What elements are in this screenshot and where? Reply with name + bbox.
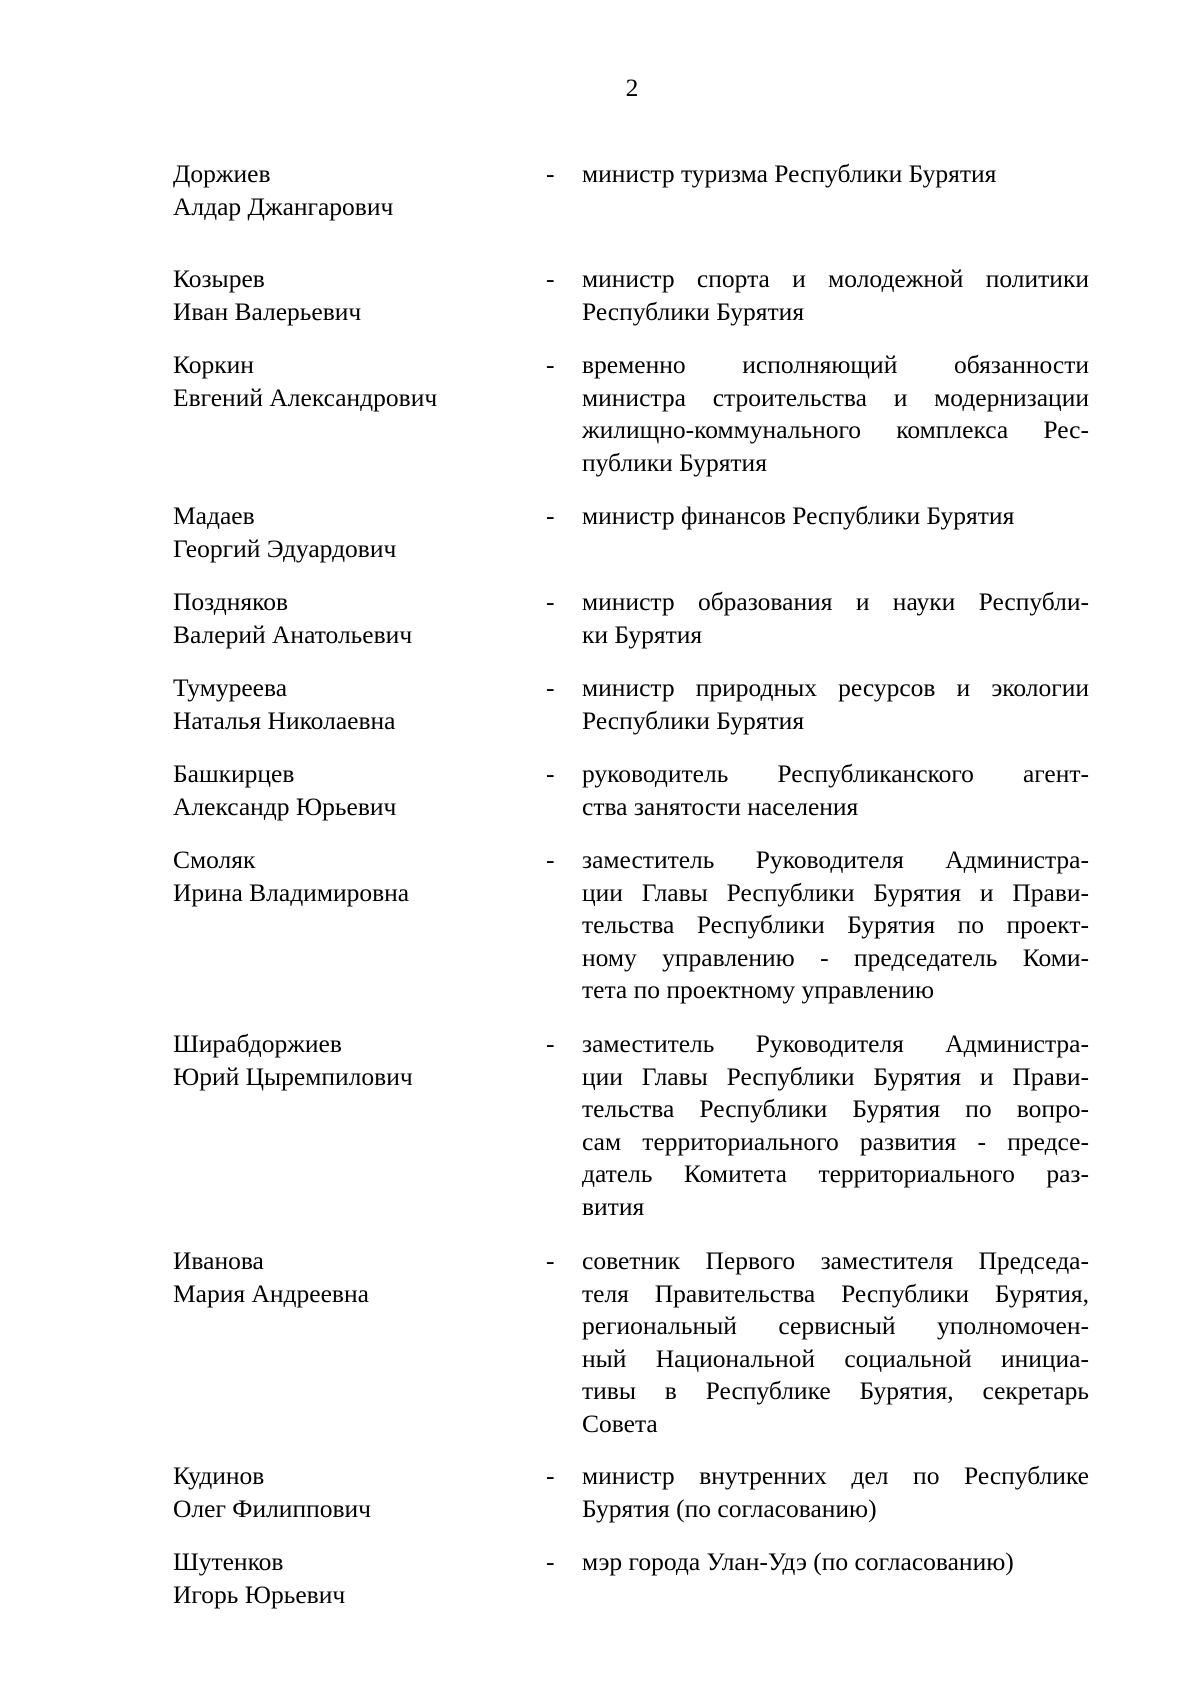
member-surname: Козырев [173, 264, 265, 293]
member-given-name: Алдар Джангарович [173, 191, 394, 221]
member-name [173, 349, 513, 414]
member-role [582, 586, 1089, 651]
dash-separator: - [546, 759, 555, 788]
role-line: министр природных ресурсов и экологии [582, 673, 1089, 702]
role-line: ки Бурятия [582, 619, 703, 649]
member-name [173, 1245, 513, 1310]
member-surname: Смоляк [173, 845, 256, 874]
role-line: министр финансов Республики Бурятия [582, 501, 1015, 530]
role-line: публики Бурятия [582, 447, 767, 477]
member-role [582, 1546, 1089, 1579]
member-role [582, 1460, 1089, 1525]
role-line: датель Комитета территориального раз- [582, 1159, 1089, 1188]
role-line: Республики Бурятия [582, 296, 805, 326]
member-name [173, 158, 513, 223]
member-name [173, 263, 513, 328]
dash-separator: - [546, 673, 555, 702]
role-line: вития [582, 1191, 645, 1221]
member-surname: Мадаев [173, 501, 255, 530]
role-line: министр внутренних дел по Республике [582, 1461, 1089, 1490]
member-name [173, 500, 513, 565]
member-given-name: Георгий Эдуардович [173, 533, 397, 563]
member-name [173, 586, 513, 651]
member-given-name: Мария Андреевна [173, 1278, 369, 1308]
member-surname: Иванова [173, 1246, 264, 1275]
member-role [582, 844, 1089, 1007]
member-given-name: Александр Юрьевич [173, 791, 397, 821]
member-name [173, 1028, 513, 1093]
role-line: министр образования и науки Республи- [582, 587, 1089, 616]
role-line: министр спорта и молодежной политики [582, 264, 1089, 293]
role-line: тивы в Республике Бурятия, секретарь [582, 1376, 1089, 1405]
role-line: тета по проектному управлению [582, 975, 935, 1004]
role-line: министр туризма Республики Бурятия [582, 159, 997, 188]
dash-separator: - [546, 587, 555, 616]
role-line: Совета [582, 1408, 658, 1438]
member-role [582, 1028, 1089, 1223]
role-line: ции Главы Республики Бурятия и Прави- [582, 877, 1089, 907]
member-role [582, 158, 1089, 191]
member-surname: Кудинов [173, 1461, 265, 1490]
role-line: заместитель Руководителя Администра- [582, 1029, 1089, 1058]
role-line: теля Правительства Республики Бурятия, [582, 1278, 1089, 1308]
role-line: региональный сервисный уполномочен- [582, 1311, 1089, 1340]
role-line: временно исполняющий обязанности [582, 350, 1089, 379]
dash-separator: - [546, 501, 555, 530]
member-given-name: Ирина Владимировна [173, 877, 410, 907]
member-name [173, 672, 513, 737]
role-line: Республики Бурятия [582, 705, 805, 735]
role-line: ства занятости населения [582, 791, 859, 821]
member-given-name: Валерий Анатольевич [173, 619, 413, 649]
member-name [173, 1546, 513, 1611]
member-surname: Башкирцев [173, 759, 295, 788]
member-surname: Тумуреева [173, 673, 288, 702]
dash-separator: - [546, 350, 555, 379]
role-line: советник Первого заместителя Председа- [582, 1246, 1089, 1275]
role-line: руководитель Республиканского агент- [582, 759, 1089, 788]
member-role [582, 263, 1089, 328]
role-line: жилищно-коммунального комплекса Рес- [582, 415, 1089, 444]
member-surname: Доржиев [173, 159, 271, 188]
role-line: ный Национальной социальной инициа- [582, 1343, 1089, 1373]
member-surname: Ширабдоржиев [173, 1029, 342, 1058]
dash-separator: - [546, 1029, 555, 1058]
role-line: мэр города Улан-Удэ (по согласованию) [582, 1547, 1014, 1576]
member-surname: Поздняков [173, 587, 289, 616]
member-given-name: Олег Филиппович [173, 1493, 372, 1523]
member-given-name: Игорь Юрьевич [173, 1579, 346, 1609]
dash-separator: - [546, 1461, 555, 1490]
member-role [582, 349, 1089, 479]
member-role [582, 1245, 1089, 1440]
role-line: Бурятия (по согласованию) [582, 1493, 877, 1523]
member-surname: Шутенков [173, 1547, 284, 1576]
role-line: тельства Республики Бурятия по проект- [582, 910, 1089, 939]
dash-separator: - [546, 845, 555, 874]
member-name [173, 758, 513, 823]
member-given-name: Иван Валерьевич [173, 296, 362, 326]
member-name [173, 844, 513, 909]
role-line: министра строительства и модернизации [582, 382, 1089, 412]
role-line: ному управлению - председатель Коми- [582, 942, 1089, 972]
member-surname: Коркин [173, 350, 254, 379]
member-given-name: Юрий Цыремпилович [173, 1061, 413, 1091]
member-role [582, 672, 1089, 737]
role-line: тельства Республики Бурятия по вопро- [582, 1094, 1089, 1123]
dash-separator: - [546, 264, 555, 293]
role-line: заместитель Руководителя Администра- [582, 845, 1089, 874]
member-given-name: Евгений Александрович [173, 382, 438, 412]
role-line: ции Главы Республики Бурятия и Прави- [582, 1061, 1089, 1091]
dash-separator: - [546, 1246, 555, 1275]
member-name [173, 1460, 513, 1525]
dash-separator: - [546, 1547, 555, 1576]
role-line: сам территориального развития - предсе- [582, 1126, 1089, 1156]
dash-separator: - [546, 159, 555, 188]
page-number: 2 [625, 73, 639, 102]
member-given-name: Наталья Николаевна [173, 705, 396, 735]
member-role [582, 758, 1089, 823]
member-role [582, 500, 1089, 533]
